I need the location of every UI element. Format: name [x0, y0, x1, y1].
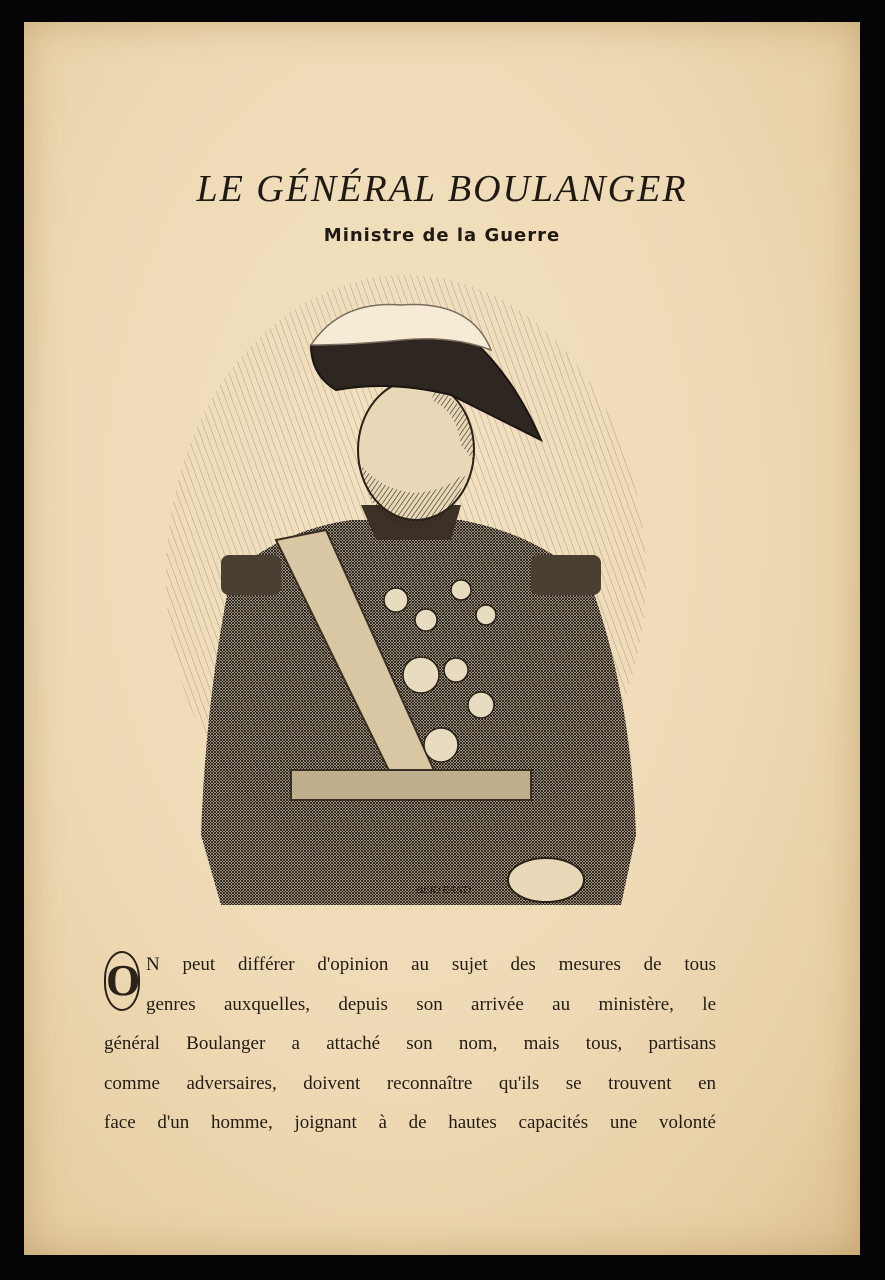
engraver-signature: BERTRAND	[416, 884, 471, 896]
text-line: face d'un homme, joignant à de hautes capacités une volonté	[104, 1112, 716, 1133]
text-line: comme adversaires, doivent reconnaître qu'ils se trouvent en	[104, 1072, 716, 1094]
left-epaulette	[221, 555, 281, 595]
page-title: LE GÉNÉRAL BOULANGER	[196, 168, 688, 210]
body-paragraph	[104, 945, 716, 1143]
hand	[508, 858, 584, 902]
page-subtitle: Ministre de la Guerre	[323, 225, 561, 246]
document-page	[24, 22, 860, 1255]
belt	[291, 770, 531, 800]
right-epaulette	[531, 555, 601, 595]
text-line: général Boulanger a attaché son nom, mais tous, partisans	[104, 1033, 716, 1054]
text-line: genres auxquelles, depuis son arrivée au ministère, le	[146, 993, 716, 1015]
text-line: N peut différer d'opinion au sujet des mesures de tous	[146, 954, 716, 975]
drop-cap: O	[104, 951, 140, 1011]
engraved-portrait	[161, 275, 651, 920]
